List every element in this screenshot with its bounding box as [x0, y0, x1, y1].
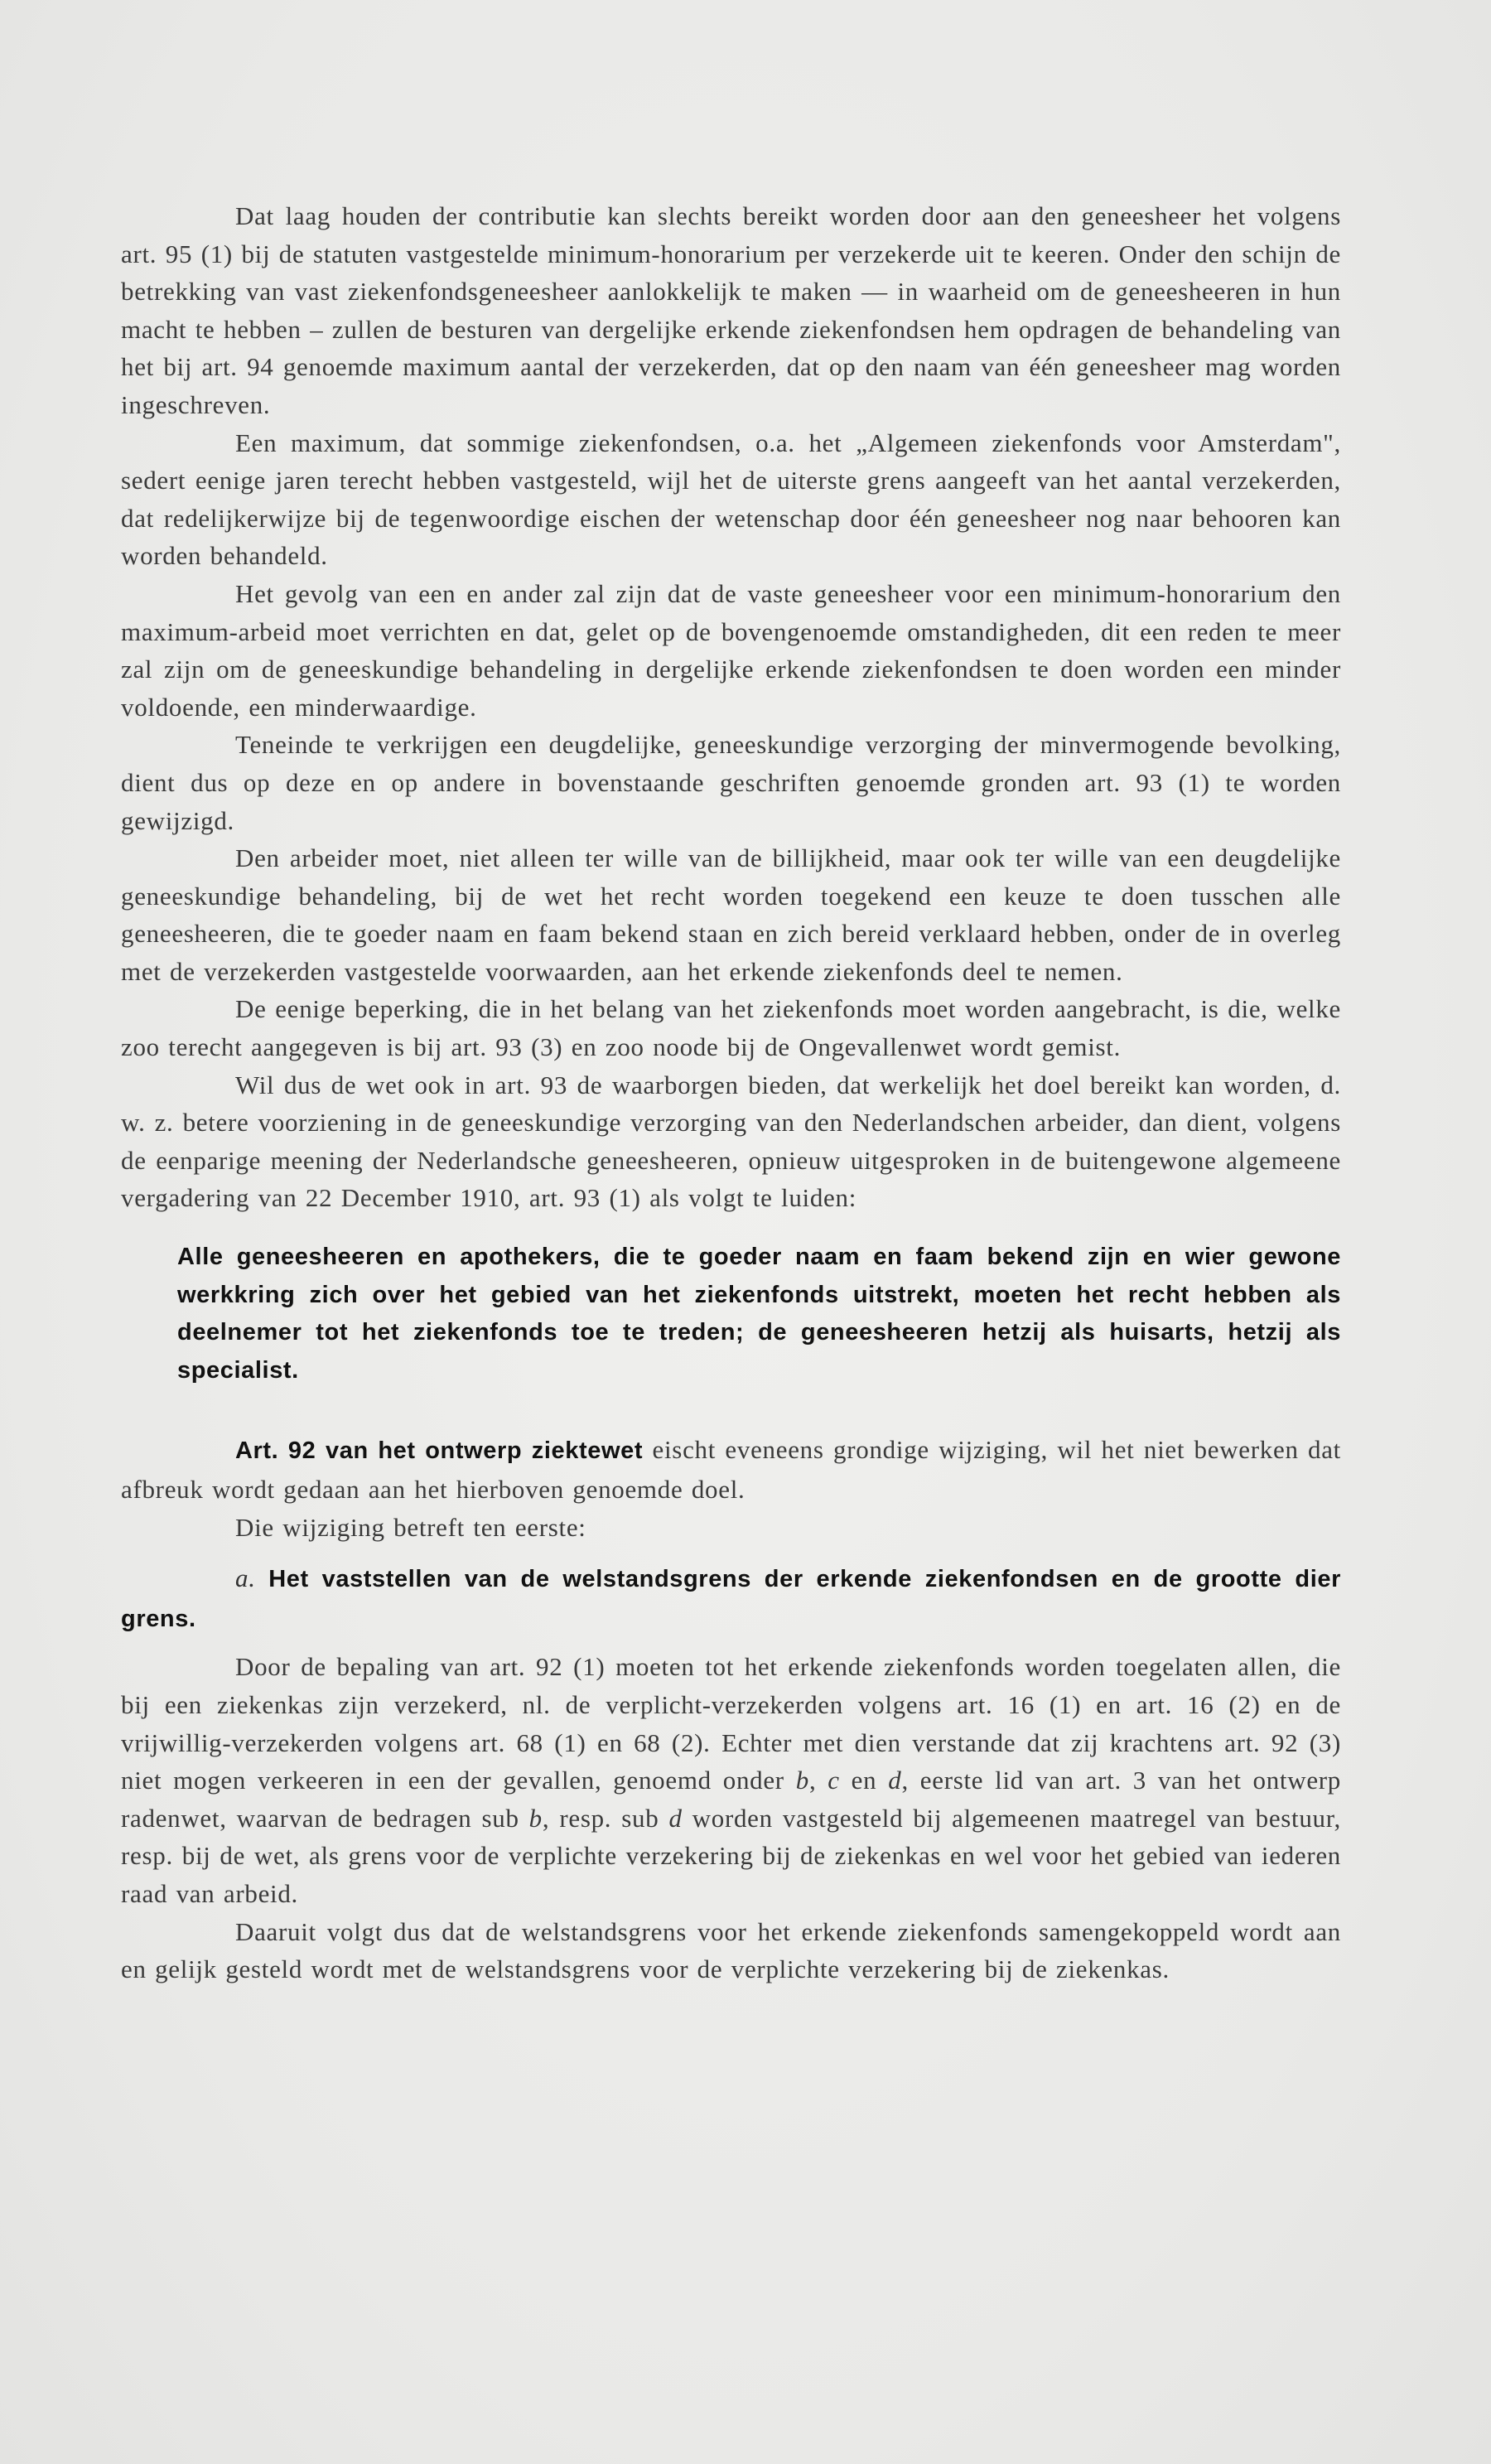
italic-ref: d	[668, 1803, 683, 1833]
paragraph: Een maximum, dat sommige ziekenfondsen, o.a. het „Algemeen ziekenfonds voor Amsterdam", sedert eenige jaren terecht hebben vastgesteld, wijl het de uiterste grens aangeeft van het aantal verzekerden, dat redelijkerwijze bij de tegenwoordige eischen der wetenschap door één geneesheer nog naar behooren kan worden behandeld.	[121, 428, 1341, 571]
italic-ref: b	[795, 1766, 809, 1795]
paragraph: Teneinde te verkrijgen een deugdelijke, geneeskundige verzorging der minvermogende bevolking, dient dus op deze en op andere in bovenstaande geschriften genoemde gronden art. 93 (1) te worden gewijzigd.	[121, 730, 1341, 835]
paragraph: Dat laag houden der contributie kan slechts bereikt worden door aan den geneesheer het volgens art. 95 (1) bij de statuten vastgestelde minimum-honorarium per verzekerde uit te keeren. Onder den schijn de betrekking van vast ziekenfondsgeneesheer aanlokkelijk te maken — in waarheid om de geneesheeren in hun macht te hebben – zullen de besturen van dergelijke erkende ziekenfondsen hem opdragen de behandeling van het bij art. 94 genoemde maximum aantal der verzekerden, dat op den naam van één geneesheer mag worden ingeschreven.	[121, 201, 1341, 419]
paragraph: Het gevolg van een en ander zal zijn dat de vaste geneesheer voor een minimum-honorarium den maximum-arbeid moet verrichten en dat, gelet op de bovengenoemde omstandigheden, dit een reden te meer zal zijn om de geneeskundige behandeling in dergelijke erkende ziekenfondsen te doen worden een minder voldoende, een minderwaardige.	[121, 578, 1341, 722]
italic-ref: d	[888, 1766, 902, 1795]
italic-ref: c	[828, 1766, 840, 1795]
text-run: ,	[808, 1766, 828, 1795]
paragraph-door-de-bepaling	[121, 1648, 1341, 1912]
paragraph: Daaruit volgt dus dat de welstandsgrens voor het erkende ziekenfonds samengekoppeld wordt aan en gelijk gesteld wordt met de welstandsgrens voor de verplichte verzekering bij de ziekenkas.	[121, 1916, 1341, 1984]
art-92-reference: Art. 92 van het ontwerp ziektewet	[235, 1437, 644, 1465]
section-heading-a	[121, 1559, 1341, 1638]
section-letter: a.	[235, 1563, 256, 1593]
text-run: en	[839, 1766, 889, 1795]
change-intro: Die wijziging betreft ten eerste:	[235, 1512, 586, 1542]
document-body	[121, 197, 1341, 1988]
paragraph: De eenige beperking, die in het belang van het ziekenfonds moet worden aangebracht, is die, welke zoo terecht aangegeven is bij art. 93 (3) en zoo noode bij de Ongevallenwet wordt gemist.	[121, 994, 1341, 1062]
text-run: worden vastgesteld bij algemeenen maatregel van bestuur, resp. bij de wet, als grens voor de verplichte verzekering bij de ziekenkas en wel voor het gebied van iederen raad van arbeid.	[121, 1803, 1341, 1908]
text-run: Door de bepaling van art. 92 (1) moeten tot het erkende ziekenfonds worden toegelaten allen, die bij een ziekenkas zijn verzekerd, nl. de verplicht-verzekerden volgens art. 16 (1) en art. 16 (2) en de vrijwillig-verzekerden volgens art. 68 (1) en 68 (2). Echter met dien verstande dat zij krachtens art. 92 (3) niet mogen verkeeren in een der gevallen, genoemd onder	[121, 1652, 1341, 1795]
paragraph: Den arbeider moet, niet alleen ter wille van de billijkheid, maar ook ter wille van een deugdelijke geneeskundige behandeling, bij de wet het recht worden toegekend een keuze te doen tusschen alle geneesheeren, die te goeder naam en faam bekend staan en zich bereid verklaard hebben, onder de in overleg met de verzekerden vastgestelde voorwaarden, aan het erkende ziekenfonds deel te nemen.	[121, 843, 1341, 986]
art-92-paragraph	[121, 1431, 1341, 1508]
art-92-text: eischt eveneens grondige wijziging, wil het niet bewerken dat afbreuk wordt gedaan aan het hierboven genoemde doel.	[121, 1435, 1341, 1504]
italic-ref: b	[528, 1803, 543, 1833]
text-run: , resp. sub	[542, 1803, 669, 1833]
proposed-article-quote: Alle geneesheeren en apothekers, die te goeder naam en faam bekend zijn en wier gewone werkkring zich over het gebied van het ziekenfonds uitstrekt, moeten het recht hebben als deelnemer tot het ziekenfonds toe te treden; de geneesheeren hetzij als huisarts, hetzij als specialist.	[177, 1244, 1341, 1384]
section-heading-text: Het vaststellen van de welstandsgrens der erkende ziekenfondsen en de grootte dier grens.	[121, 1566, 1341, 1632]
text-run: , eerste lid van art. 3 van het ontwerp radenwet, waarvan de bedragen sub	[121, 1766, 1342, 1833]
paragraph: Wil dus de wet ook in art. 93 de waarborgen bieden, dat werkelijk het doel bereikt kan worden, d. w. z. betere voorziening in de geneeskundige verzorging van den Nederlandschen arbeider, dan dient, volgens de eenparige meening der Nederlandsche geneesheeren, opnieuw uitgesproken in de buitengewone algemeene vergadering van 22 December 1910, art. 93 (1) als volgt te luiden:	[121, 1070, 1341, 1213]
